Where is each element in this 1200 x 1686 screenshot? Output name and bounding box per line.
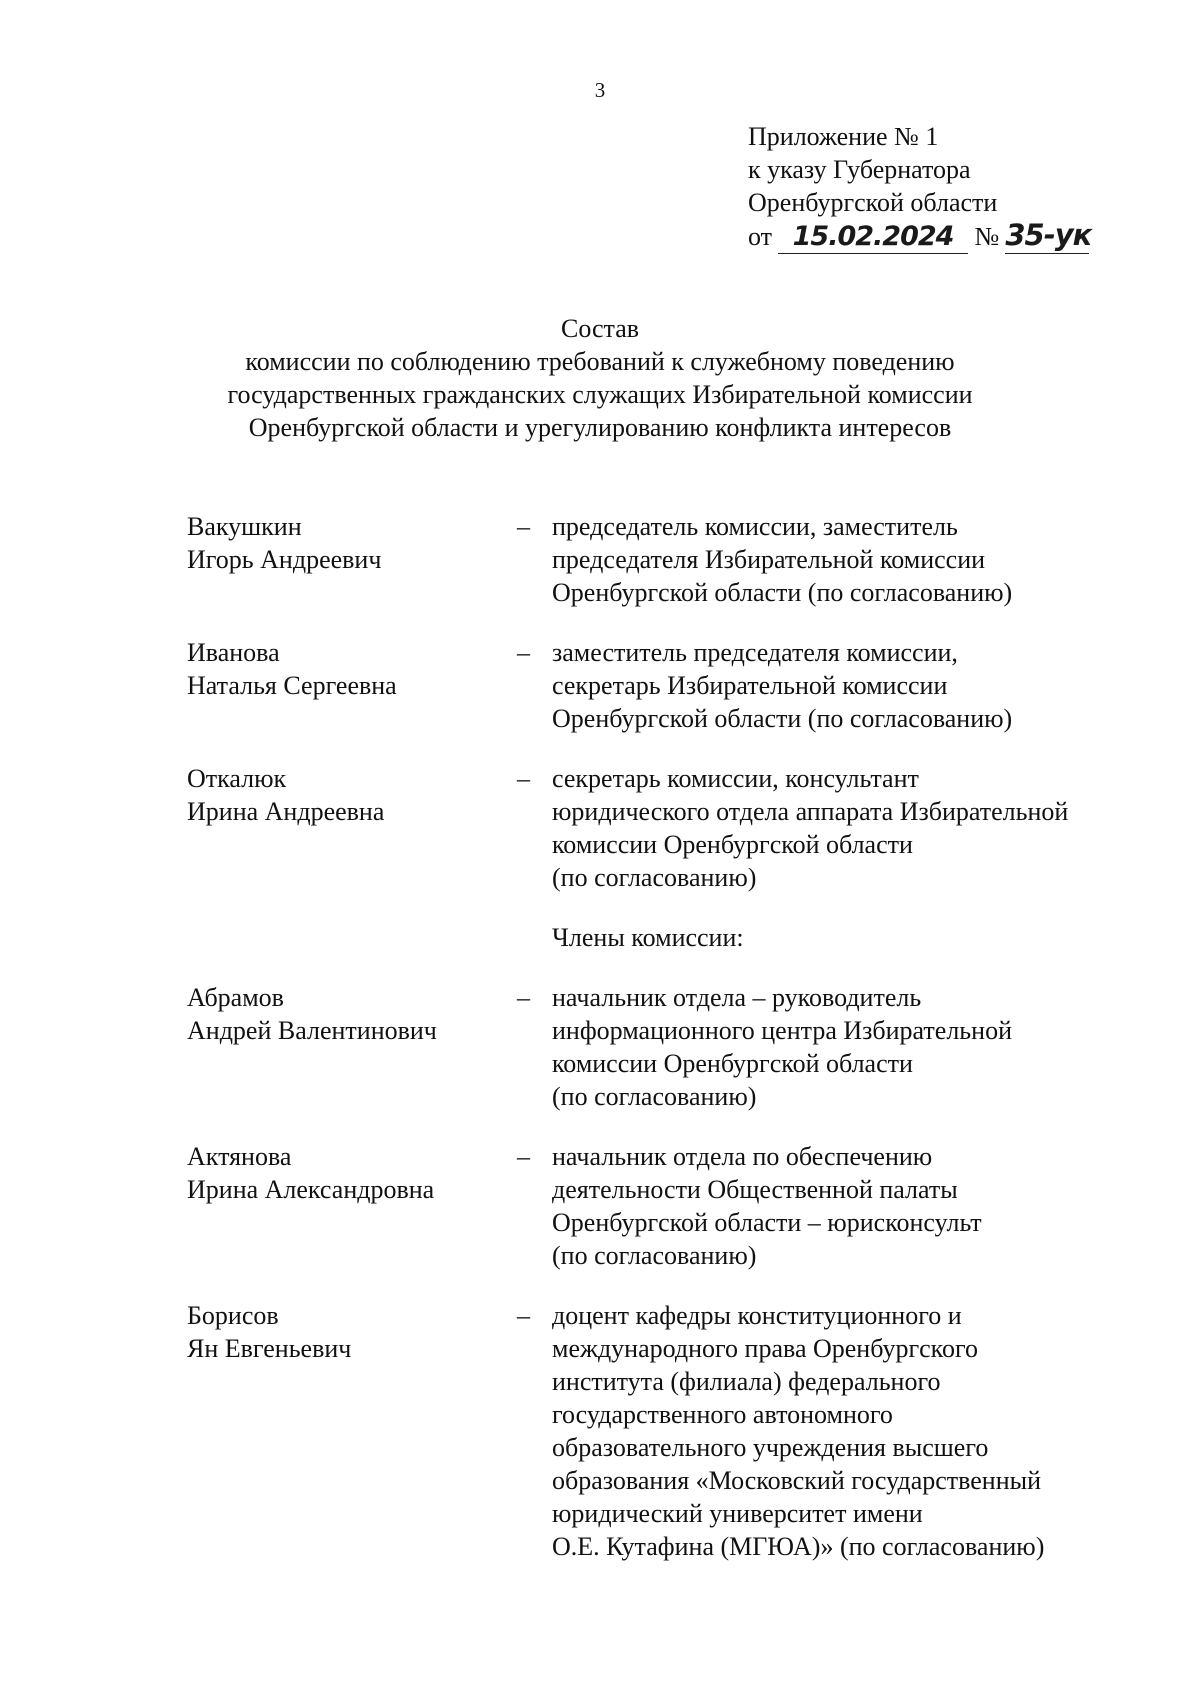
person-entry	[0, 1140, 1200, 1272]
role-line: Оренбургской области – юрисконсульт	[552, 1208, 982, 1237]
person-surname: Борисов	[187, 1301, 279, 1330]
role-line: доцент кафедры конституционного и	[552, 1301, 962, 1330]
person-role	[552, 1299, 1152, 1563]
separator-dash: –	[517, 983, 530, 1012]
title-line-2: государственных гражданских служащих Избирательной комиссии	[227, 380, 973, 409]
appendix-region-line: Оренбургской области	[748, 188, 998, 217]
role-line: секретарь комиссии, консультант	[552, 764, 919, 793]
separator-dash: –	[517, 764, 530, 793]
role-line: начальник отдела по обеспечению	[552, 1142, 933, 1171]
person-role	[552, 762, 1152, 894]
person-name	[187, 1299, 351, 1365]
person-name	[187, 981, 437, 1047]
separator-dash: –	[517, 1301, 530, 1330]
role-line: (по согласованию)	[552, 1241, 757, 1270]
role-line: Оренбургской области (по согласованию)	[552, 704, 1013, 733]
role-line: юридического отдела аппарата Избирательной	[552, 797, 1069, 826]
role-line: информационного центра Избирательной	[552, 1016, 1012, 1045]
person-given-names: Игорь Андреевич	[187, 545, 382, 574]
page-number: 3	[594, 78, 606, 102]
handwritten-date: 15.02.2024	[792, 221, 954, 252]
document-title	[0, 312, 1200, 444]
role-line: международного права Оренбургского	[552, 1334, 978, 1363]
person-surname: Иванова	[187, 638, 280, 667]
role-line: начальник отдела – руководитель	[552, 983, 922, 1012]
person-entry	[0, 762, 1200, 894]
members-list	[0, 981, 1200, 1563]
order-number-field	[1005, 218, 1092, 254]
role-line: образования «Московский государственный	[552, 1466, 1042, 1495]
role-line: (по согласованию)	[552, 1082, 757, 1111]
person-given-names: Ирина Андреевна	[187, 797, 385, 826]
role-line: (по согласованию)	[552, 863, 757, 892]
role-line: комиссии Оренбургской области	[552, 1049, 913, 1078]
person-name	[187, 762, 384, 828]
person-entry	[0, 1299, 1200, 1563]
person-surname: Абрамов	[187, 983, 284, 1012]
person-surname: Актянова	[187, 1142, 292, 1171]
person-role	[552, 636, 1152, 735]
person-given-names: Андрей Валентинович	[187, 1016, 437, 1045]
role-line: О.Е. Кутафина (МГЮА)» (по согласованию)	[552, 1532, 1045, 1561]
separator-dash: –	[517, 1142, 530, 1171]
role-line: юридический университет имени	[552, 1499, 923, 1528]
person-name	[187, 1140, 434, 1206]
handwritten-number: 35-ук	[1005, 218, 1092, 252]
person-role	[552, 1140, 1152, 1272]
person-name	[187, 510, 381, 576]
person-name	[187, 636, 397, 702]
role-line: Оренбургской области (по согласованию)	[552, 578, 1013, 607]
title-line-1: комиссии по соблюдению требований к служебному поведению	[245, 347, 955, 376]
person-given-names: Ирина Александровна	[187, 1175, 435, 1204]
number-prefix: №	[974, 222, 1000, 251]
person-given-names: Наталья Сергеевна	[187, 671, 397, 700]
person-role	[552, 510, 1152, 609]
order-date-field	[778, 220, 968, 254]
commission-composition	[0, 510, 1200, 1590]
order-date-number-line	[748, 218, 1092, 254]
role-line: образовательного учреждения высшего	[552, 1433, 989, 1462]
person-surname: Откалюк	[187, 764, 287, 793]
title-line-3: Оренбургской области и урегулированию конфликта интересов	[248, 413, 952, 442]
role-line: председателя Избирательной комиссии	[552, 545, 986, 574]
role-line: заместитель председателя комиссии,	[552, 638, 958, 667]
person-entry	[0, 636, 1200, 735]
role-line: института (филиала) федерального	[552, 1367, 941, 1396]
role-line: секретарь Избирательной комиссии	[552, 671, 948, 700]
role-line: государственного автономного	[552, 1400, 893, 1429]
appendix-title: Приложение № 1	[748, 122, 939, 151]
person-given-names: Ян Евгеньевич	[187, 1334, 352, 1363]
leaders-list	[0, 510, 1200, 894]
title-heading: Состав	[560, 314, 640, 343]
role-line: председатель комиссии, заместитель	[552, 512, 958, 541]
separator-dash: –	[517, 512, 530, 541]
role-line: деятельности Общественной палаты	[552, 1175, 958, 1204]
role-line: комиссии Оренбургской области	[552, 830, 913, 859]
person-entry	[0, 981, 1200, 1113]
person-surname: Вакушкин	[187, 512, 302, 541]
members-heading: Члены комиссии:	[552, 923, 744, 952]
person-entry	[0, 510, 1200, 609]
person-role	[552, 981, 1152, 1113]
appendix-decree-line: к указу Губернатора	[748, 155, 971, 184]
separator-dash: –	[517, 638, 530, 667]
appendix-block	[748, 120, 1092, 254]
date-prefix: от	[748, 222, 773, 251]
